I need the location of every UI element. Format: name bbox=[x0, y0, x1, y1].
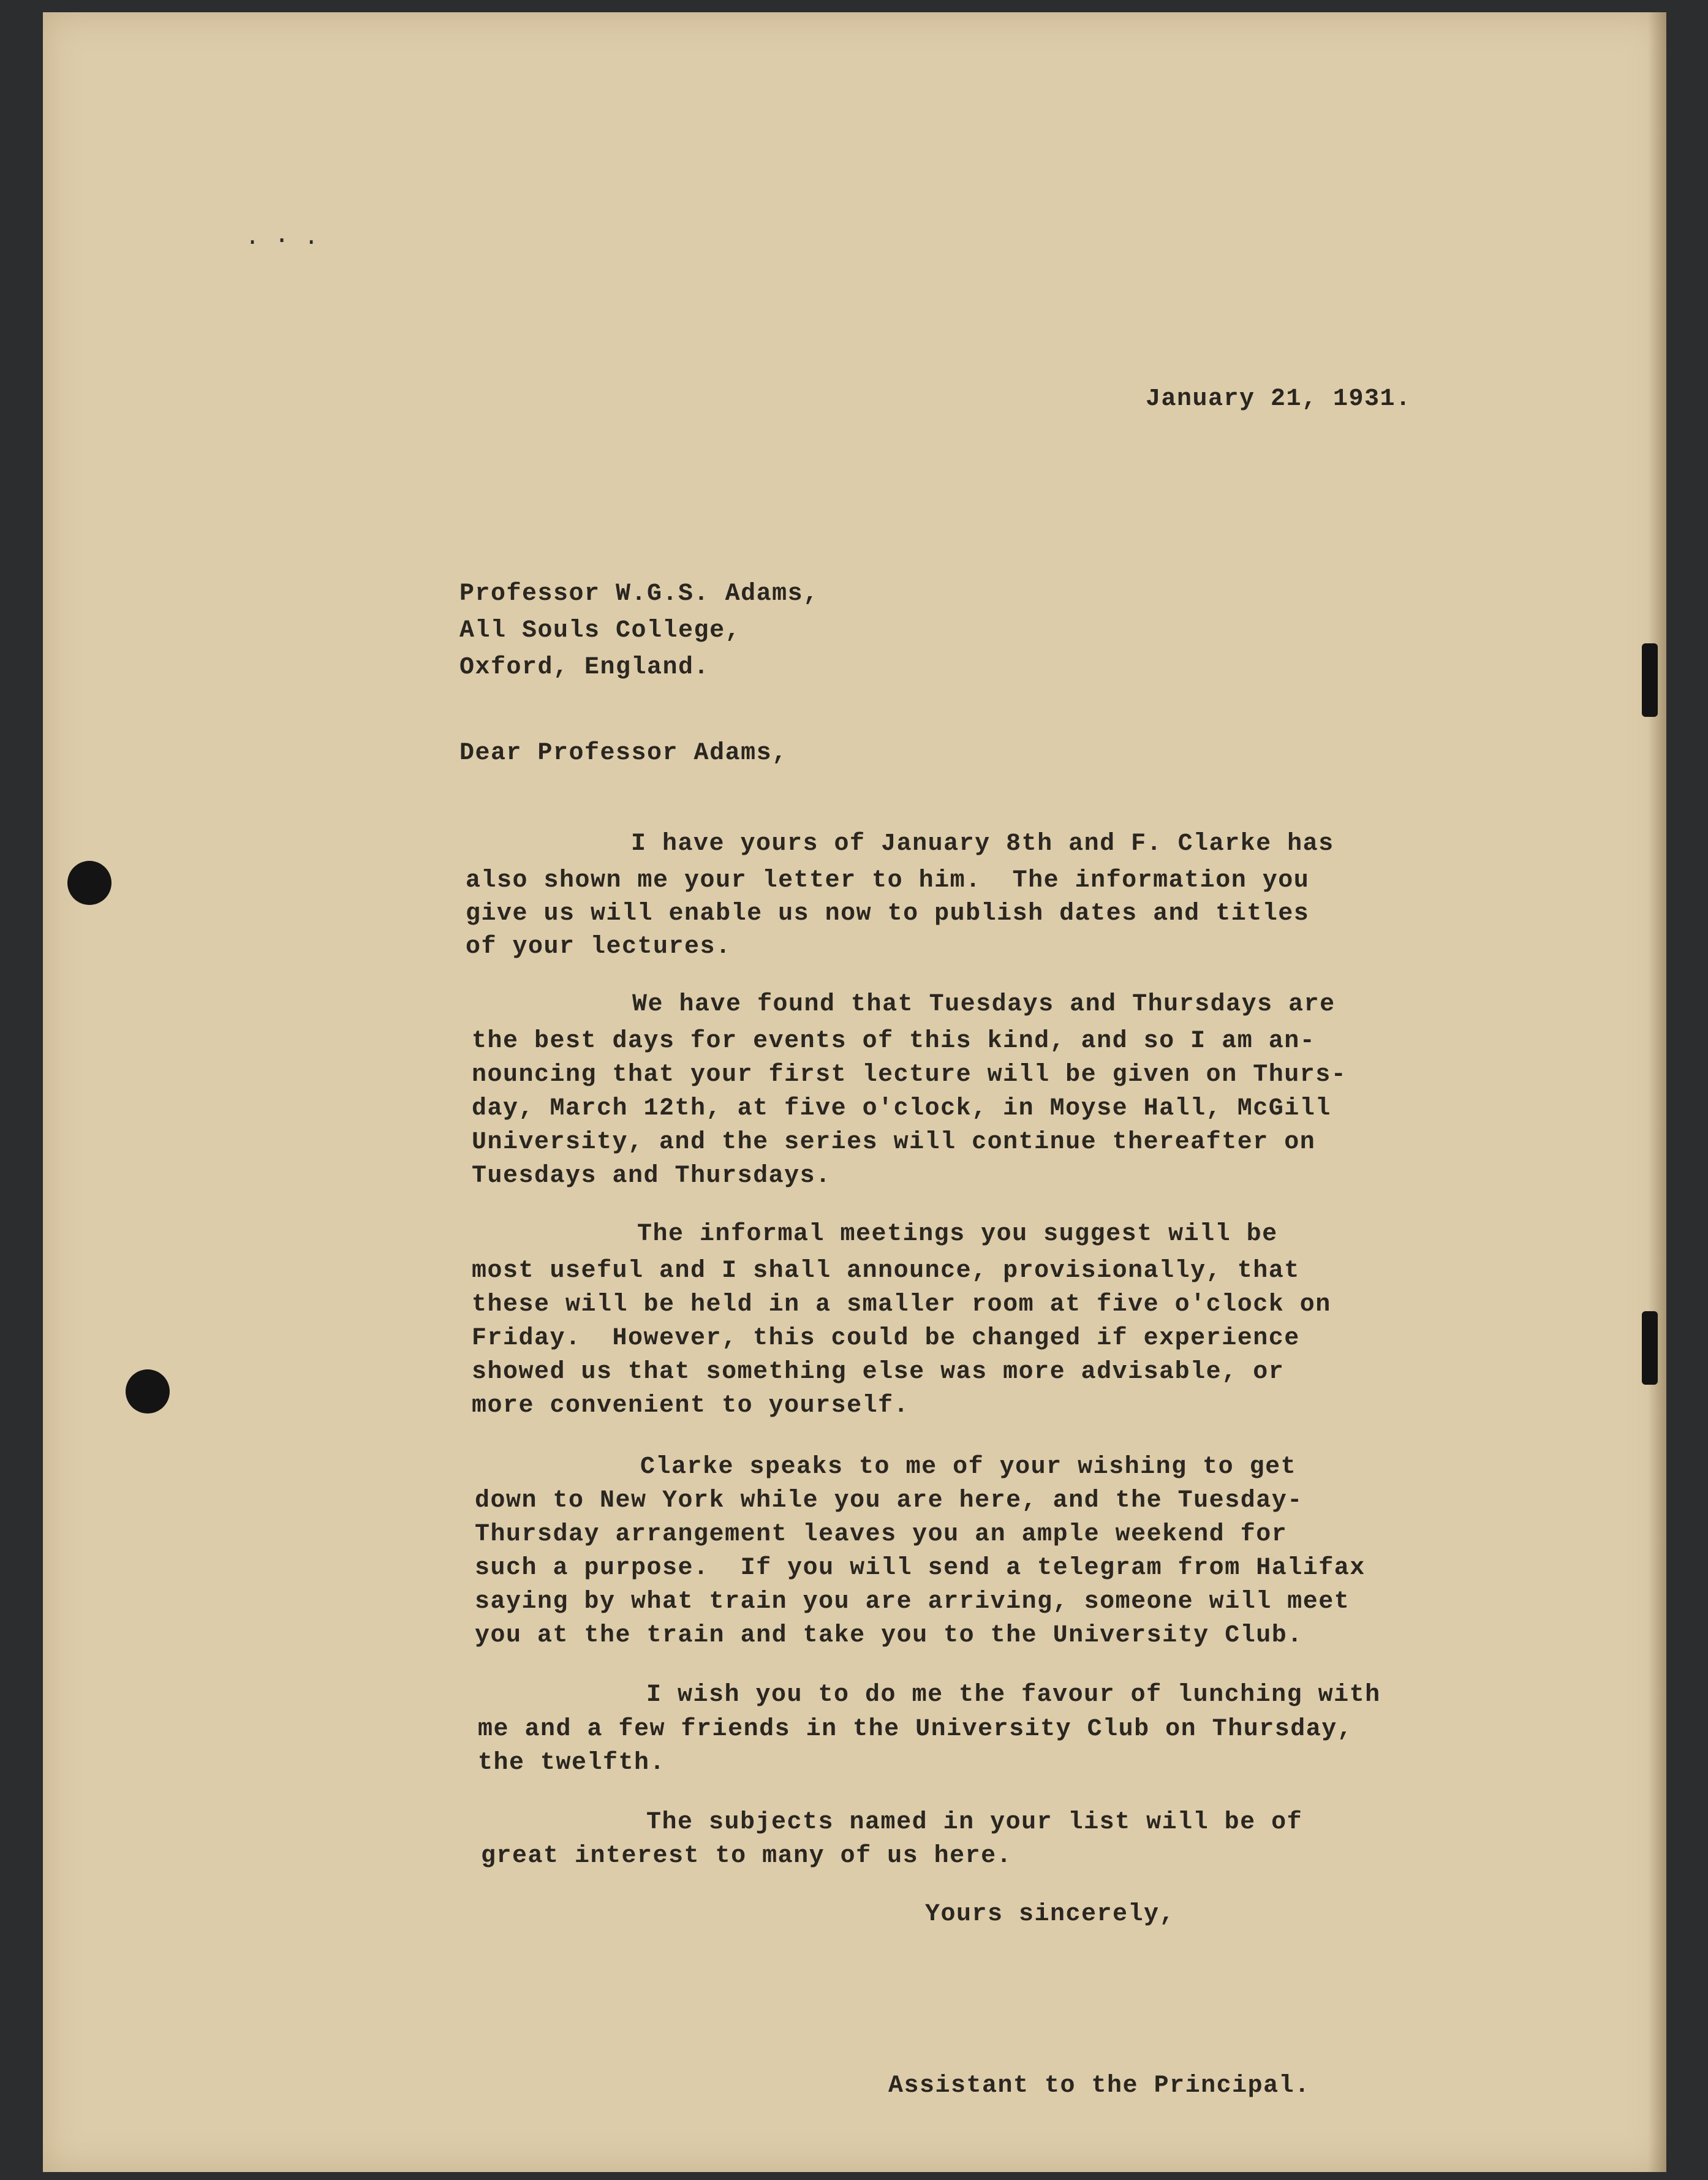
recipient-line-1: Professor W.G.S. Adams, bbox=[459, 580, 819, 608]
p3-line-1: The informal meetings you suggest will be bbox=[637, 1221, 1278, 1248]
page-edge-shadow bbox=[1648, 12, 1666, 2172]
p4-line-1: Clarke speaks to me of your wishing to get bbox=[640, 1453, 1297, 1481]
recipient-line-2: All Souls College, bbox=[459, 617, 741, 645]
salutation: Dear Professor Adams, bbox=[459, 740, 788, 767]
recipient-line-3: Oxford, England. bbox=[459, 654, 710, 681]
p1-line-1: I have yours of January 8th and F. Clarke has bbox=[631, 830, 1334, 858]
p4-line-3: Thursday arrangement leaves you an ample weekend for bbox=[475, 1521, 1288, 1548]
p4-line-5: saying by what train you are arriving, someone will meet bbox=[475, 1588, 1350, 1616]
punch-hole bbox=[126, 1369, 170, 1414]
closing: Yours sincerely, bbox=[925, 1901, 1176, 1928]
p2-line-3: nouncing that your first lecture will be given on Thurs- bbox=[472, 1061, 1347, 1089]
p2-line-6: Tuesdays and Thursdays. bbox=[472, 1162, 831, 1190]
p1-line-3: give us will enable us now to publish dates and titles bbox=[466, 900, 1310, 928]
p1-line-4: of your lectures. bbox=[466, 933, 731, 961]
p3-line-5: showed us that something else was more advisable, or bbox=[472, 1358, 1285, 1386]
binder-clip-mark bbox=[1642, 1311, 1658, 1385]
letter-date: January 21, 1931. bbox=[1146, 385, 1411, 413]
p4-line-2: down to New York while you are here, and the Tuesday- bbox=[475, 1487, 1303, 1515]
p3-line-4: Friday. However, this could be changed if experience bbox=[472, 1325, 1300, 1352]
p6-line-1: The subjects named in your list will be of bbox=[646, 1809, 1303, 1836]
p2-line-5: University, and the series will continue thereafter on bbox=[472, 1129, 1316, 1156]
p5-line-2: me and a few friends in the University Club on Thursday, bbox=[478, 1716, 1353, 1743]
p5-line-1: I wish you to do me the favour of lunching with bbox=[646, 1681, 1381, 1709]
paper-specks: · ⋅ · bbox=[245, 229, 319, 257]
p3-line-3: these will be held in a smaller room at five o'clock on bbox=[472, 1291, 1331, 1319]
p1-line-2: also shown me your letter to him. The information you bbox=[466, 867, 1310, 895]
p4-line-4: such a purpose. If you will send a telegram from Halifax bbox=[475, 1554, 1366, 1582]
p2-line-4: day, March 12th, at five o'clock, in Moyse Hall, McGill bbox=[472, 1095, 1331, 1122]
p4-line-6: you at the train and take you to the University Club. bbox=[475, 1622, 1303, 1649]
punch-hole bbox=[67, 861, 111, 905]
p6-line-2: great interest to many of us here. bbox=[481, 1842, 1013, 1870]
p5-line-3: the twelfth. bbox=[478, 1749, 666, 1777]
p3-line-2: most useful and I shall announce, provisionally, that bbox=[472, 1257, 1300, 1285]
p2-line-1: We have found that Tuesdays and Thursdays are bbox=[632, 991, 1336, 1018]
p3-line-6: more convenient to yourself. bbox=[472, 1392, 910, 1420]
p2-line-2: the best days for events of this kind, and so I am an- bbox=[472, 1028, 1316, 1055]
letter-page bbox=[43, 12, 1666, 2172]
binder-clip-mark bbox=[1642, 643, 1658, 717]
signature-title: Assistant to the Principal. bbox=[888, 2072, 1310, 2100]
